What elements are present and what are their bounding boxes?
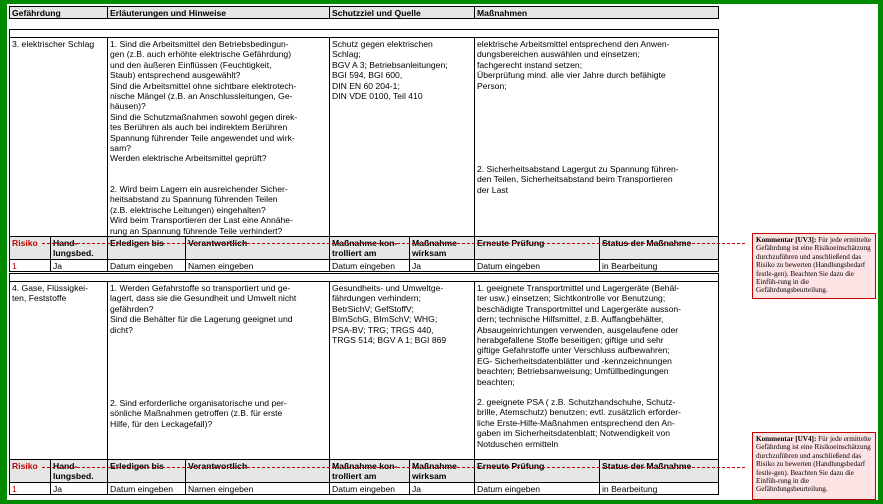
header-table: [9, 6, 719, 19]
measures-part-1: elektrische Arbeitsmittel entsprechend den Anwen- dungsbereichen auswählen und einsetzen; fachgerecht instand setzen; Überprüfung mind. alle vier Jahre durch befähigte Person;: [477, 39, 670, 91]
risk-value[interactable]: 1: [10, 483, 51, 495]
comment-connector-line: [42, 467, 745, 468]
explanation-cell: [108, 282, 330, 460]
measures-cell: [475, 282, 719, 460]
explanation-part-1: 1. Sind die Arbeitsmittel den Betriebsbedingun- gen (z.B. auch erhöhte elektrische Gefährdung) und den äußeren Einflüssen (Feuchtigkeit, Staub) entsprechend ausgewählt? Sind die Arbeitsmittel ohne sichtbare elektrotech- nische Mängel (z.B. an Anschlussleitungen, Ge- häusen)? Sind die Schutzmaßnahmen sowohl gegen direk- tes Berühren als auch bei indirektem Berühren Spannung führender Teile angewendet und wirk- sam? Werden elektrische Arbeitsmittel geprüft?: [110, 39, 298, 164]
action-need-header: Hand- lungsbed.: [51, 460, 108, 483]
explanation-cell: [108, 38, 330, 237]
risk-value[interactable]: 1: [10, 260, 51, 272]
window-frame-right: [878, 0, 883, 504]
risk-header: Risiko: [10, 460, 51, 483]
responsible-header: Verantwortlich: [186, 237, 330, 260]
protection-goal: Schutz gegen elektrischen Schlag; BGV A 3; Betriebsanleitungen; BGI 594, BGI 600, DIN EN 60 204-1; DIN VDE 0100, Teil 410: [330, 38, 475, 237]
status-header: Status der Maßnahme: [600, 460, 719, 483]
protection-goal: Gesundheits- und Umweltge- fährdungen verhindern; BetrSichV; GefStoffV; BImSchG, BImSchV; WHG; PSA-BV; TRG; TRGS 440, TRGS 514; BGV A 1; BGI 869: [330, 282, 475, 460]
done-by-header: Erledigen bis: [108, 237, 186, 260]
measure-controlled-header: Maßnahme kon- trolliert am: [330, 237, 410, 260]
hazard-name: 3. elektrischer Schlag: [10, 38, 108, 237]
section-top-bar: [10, 30, 719, 38]
responsible-header: Verantwortlich: [186, 460, 330, 483]
measure-effective-value[interactable]: Ja: [410, 260, 475, 272]
explanation-part-1: 1. Werden Gefahrstoffe so transportiert und ge- lagert, dass sie die Gesundheit und Umwelt nicht gefährden? Sind die Behälter für die Lagerung geeignet und dicht?: [110, 283, 297, 335]
measure-controlled-field[interactable]: Datum eingeben: [330, 260, 410, 272]
measure-effective-header: Maßnahme wirksam: [410, 237, 475, 260]
section-top-bar: [10, 274, 719, 282]
measure-effective-value[interactable]: Ja: [410, 483, 475, 495]
hazard-section-substances: [9, 273, 719, 495]
column-header-measures: Maßnahmen: [475, 7, 719, 19]
responsible-field[interactable]: Namen eingeben: [186, 260, 330, 272]
recheck-field[interactable]: Datum eingeben: [475, 483, 600, 495]
status-value[interactable]: in Bearbeitung: [600, 260, 719, 272]
hazard-section-electric: [9, 29, 719, 272]
review-comment[interactable]: [752, 432, 876, 500]
risk-header: Risiko: [10, 237, 51, 260]
measures-part-2: 2. Sicherheitsabstand Lagergut zu Spannung führen- den Teilen, Sicherheitsabstand beim Transportieren der Last: [477, 164, 679, 195]
recheck-field[interactable]: Datum eingeben: [475, 260, 600, 272]
comment-connector-line: [42, 243, 745, 244]
comment-label: Kommentar [UV3]:: [756, 236, 817, 244]
comment-label: Kommentar [UV4]:: [756, 435, 817, 443]
done-by-header: Erledigen bis: [108, 460, 186, 483]
measures-part-1: 1. geeignete Transportmittel und Lagergeräte (Behäl- ter usw.) einsetzen; Sichtkontrolle vor Benutzung; beschädigte Transportmittel und Lagergeräte ausson- dern; technische Hilfsmittel, z.B. Auffangbehälter, Absaugeinrichtungen verwenden, ausgelaufene oder herabgefallene Stoffe beseitigen; giftige und sehr giftige Gefahrstoffe unter Verschluss aufbewahren; EG- Sicherheitsdatenblätter und -kennzeichnungen beachten; Betriebsanweisung; Umfüllbedingungen beachten;: [477, 283, 681, 387]
status-value[interactable]: in Bearbeitung: [600, 483, 719, 495]
action-need-value[interactable]: Ja: [51, 483, 108, 495]
action-need-header: Hand- lungsbed.: [51, 237, 108, 260]
measures-cell: [475, 38, 719, 237]
measure-controlled-field[interactable]: Datum eingeben: [330, 483, 410, 495]
review-comment[interactable]: [752, 233, 876, 299]
explanation-part-2: 2. Wird beim Lagern ein ausreichender Sicher- heitsabstand zu Spannung führenden Teilen (z.B. elektrische Leitungen) eingehalten? Wird beim Transportieren der Last eine Annähe- rung an Spannung führende Teile verhindert?: [110, 183, 293, 236]
window-frame-left: [0, 0, 7, 504]
status-header: Status der Maßnahme: [600, 237, 719, 260]
document-page: [7, 4, 878, 500]
done-by-field[interactable]: Datum eingeben: [108, 483, 186, 495]
column-header-goal: Schutzziel und Quelle: [330, 7, 475, 19]
measure-effective-header: Maßnahme wirksam: [410, 460, 475, 483]
window-frame-bottom: [0, 500, 883, 504]
comment-text: Für jede ermittelte Gefährdung ist eine Risikoeinschätzung durchzuführen und anschließend das Risiko zu bewerten (Handlungsbedarf festle-gen). Beachten Sie dazu die Einfüh-rung in die Gefährdungsbeurteilung.: [756, 435, 872, 494]
comment-text: Für jede ermittelte Gefährdung ist eine Risikoeinschätzung durchzuführen und anschließend das Risiko zu bewerten (Handlungsbedarf festle-gen). Beachten Sie dazu die Einfüh-rung in die Gefährdungsbeurteilung.: [756, 236, 872, 295]
done-by-field[interactable]: Datum eingeben: [108, 260, 186, 272]
measure-controlled-header: Maßnahme kon- trolliert am: [330, 460, 410, 483]
column-header-hazard: Gefährdung: [10, 7, 108, 19]
hazard-name: 4. Gase, Flüssigkei- ten, Feststoffe: [10, 282, 108, 460]
column-header-explanation: Erläuterungen und Hinweise: [108, 7, 330, 19]
measures-part-2: 2. geeignete PSA ( z.B. Schutzhandschuhe, Schutz- brille, Atemschutz) benutzen; evtl. zusätzlich erforder- liche Erste-Hilfe-Maßnahmen entsprechend den An- gaben im Sicherheitsdatenblatt; Notwendigkeit von Notduschen ermitteln: [477, 397, 681, 449]
responsible-field[interactable]: Namen eingeben: [186, 483, 330, 495]
recheck-header: Erneute Prüfung: [475, 237, 600, 260]
recheck-header: Erneute Prüfung: [475, 460, 600, 483]
action-need-value[interactable]: Ja: [51, 260, 108, 272]
explanation-part-2: 2. Sind erforderliche organisatorische und per- sönliche Maßnahmen getroffen (z.B. für erste Hilfe, für den Leckagefall)?: [110, 398, 287, 429]
